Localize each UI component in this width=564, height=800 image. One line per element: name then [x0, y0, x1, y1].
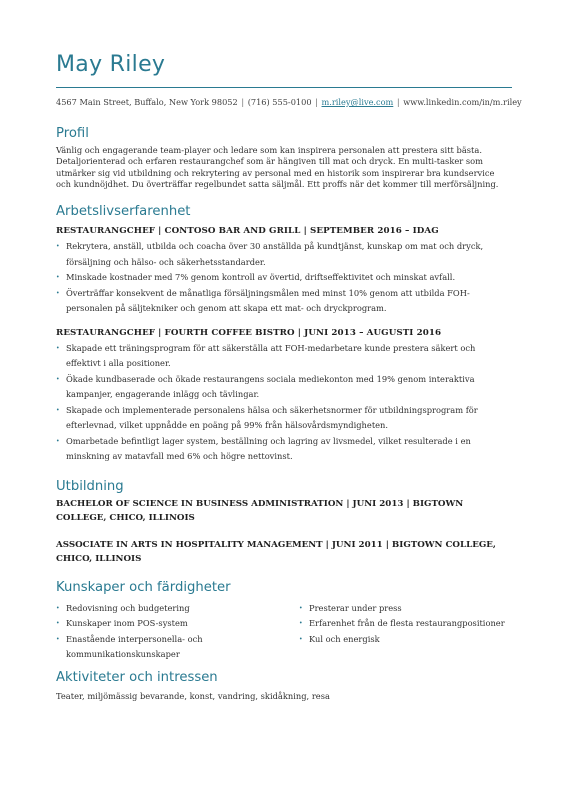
section-heading-skills: Kunskaper och färdigheter [56, 579, 231, 595]
skills-columns [56, 599, 512, 663]
job-title: RESTAURANGCHEF | FOURTH COFFEE BISTRO | JUNI 2013 – AUGUSTI 2016 [56, 327, 442, 338]
degree-entry: BACHELOR OF SCIENCE IN BUSINESS ADMINISTRATION | JUNI 2013 | BIGTOWN COLLEGE, CHICO, ILLINOIS [56, 498, 464, 523]
list-item: • Erfarenhet från de flesta restaurangpositioner [299, 616, 509, 632]
skills-column-right [299, 599, 509, 663]
list-item: • Skapade och implementerade personalens hälsa och säkerhetsnormer för utbildningsprogram för efterlevnad, vilket uppnådde en poäng på 99% från hälsovårdsmyndigheten. [56, 403, 512, 434]
list-item: • Minskade kostnader med 7% genom kontroll av övertid, driftseffektivitet och minskat avfall. [56, 270, 512, 286]
section-heading-education: Utbildning [56, 478, 124, 494]
header-divider [56, 87, 512, 88]
list-item: • Skapade ett träningsprogram för att säkerställa att FOH-medarbetare kunde prestera säkert och effektivt i alla positioner. [56, 341, 512, 372]
list-item: • Kul och energisk [299, 632, 509, 648]
job-bullet-list [56, 239, 512, 317]
website: www.linkedin.com/in/m.riley [403, 97, 522, 107]
profile-text: Vänlig och engagerande team-player och ledare som kan inspirera personalen att prestera sitt bästa. Detaljorienterad och erfaren restaurangchef som är hängiven till mat och dryck. En multi-tasker som utmärker sig vid utbildning och rekrytering av personal med en historik som inspirerar bra kundservice och kundnöjdhet. Du överträffar regelbundet satta säljmål. Ett proffs när det kommer till merförsäljning. [56, 145, 499, 189]
list-item: • Enastående interpersonella- och kommunikationskunskaper [56, 632, 299, 663]
list-item: • Omarbetade befintligt lager system, beställning och lagring av livsmedel, vilket resulterade i en minskning av matavfall med 6% och högre nettovinst. [56, 434, 512, 465]
activities-text: Teater, miljömässig bevarande, konst, vandring, skidåkning, resa [56, 690, 330, 701]
list-item: • Överträffar konsekvent de månatliga försäljningsmålen med minst 10% genom att utbilda FOH-personalen på säljtekniker och genom att skapa ett mat- och dryckprogram. [56, 286, 512, 317]
list-item: • Rekrytera, anställ, utbilda och coacha över 30 anställda på kundtjänst, kunskap om mat och dryck, försäljning och hälso- och säkerhetsstandarder. [56, 239, 512, 270]
phone: (716) 555-0100 [247, 97, 312, 107]
section-heading-experience: Arbetslivserfarenhet [56, 204, 191, 220]
job-title: RESTAURANGCHEF | CONTOSO BAR AND GRILL | SEPTEMBER 2016 – IDAG [56, 226, 439, 237]
contact-line [56, 97, 522, 108]
section-heading-profile: Profil [56, 126, 89, 141]
contact-separator: | [396, 97, 400, 107]
section-heading-activities: Aktiviteter och intressen [56, 669, 218, 685]
address: 4567 Main Street, Buffalo, New York 98052 [56, 97, 238, 107]
candidate-name: May Riley [56, 52, 166, 77]
list-item: • Kunskaper inom POS-system [56, 616, 299, 632]
skills-column-left [56, 599, 299, 663]
list-item: • Redovisning och budgetering [56, 601, 299, 617]
degree-entry: ASSOCIATE IN ARTS IN HOSPITALITY MANAGEMENT | JUNI 2011 | BIGTOWN COLLEGE, CHICO, ILLINOIS [56, 539, 496, 564]
job-bullet-list [56, 341, 512, 465]
list-item: • Ökade kundbaserade och ökade restaurangens sociala mediekonton med 19% genom interaktiva kampanjer, engagerande inlägg och tävlingar. [56, 372, 512, 403]
list-item: • Presterar under press [299, 601, 509, 617]
contact-separator: | [315, 97, 318, 107]
contact-separator: | [241, 97, 245, 107]
email-link[interactable]: m.riley@live.com [321, 97, 394, 107]
